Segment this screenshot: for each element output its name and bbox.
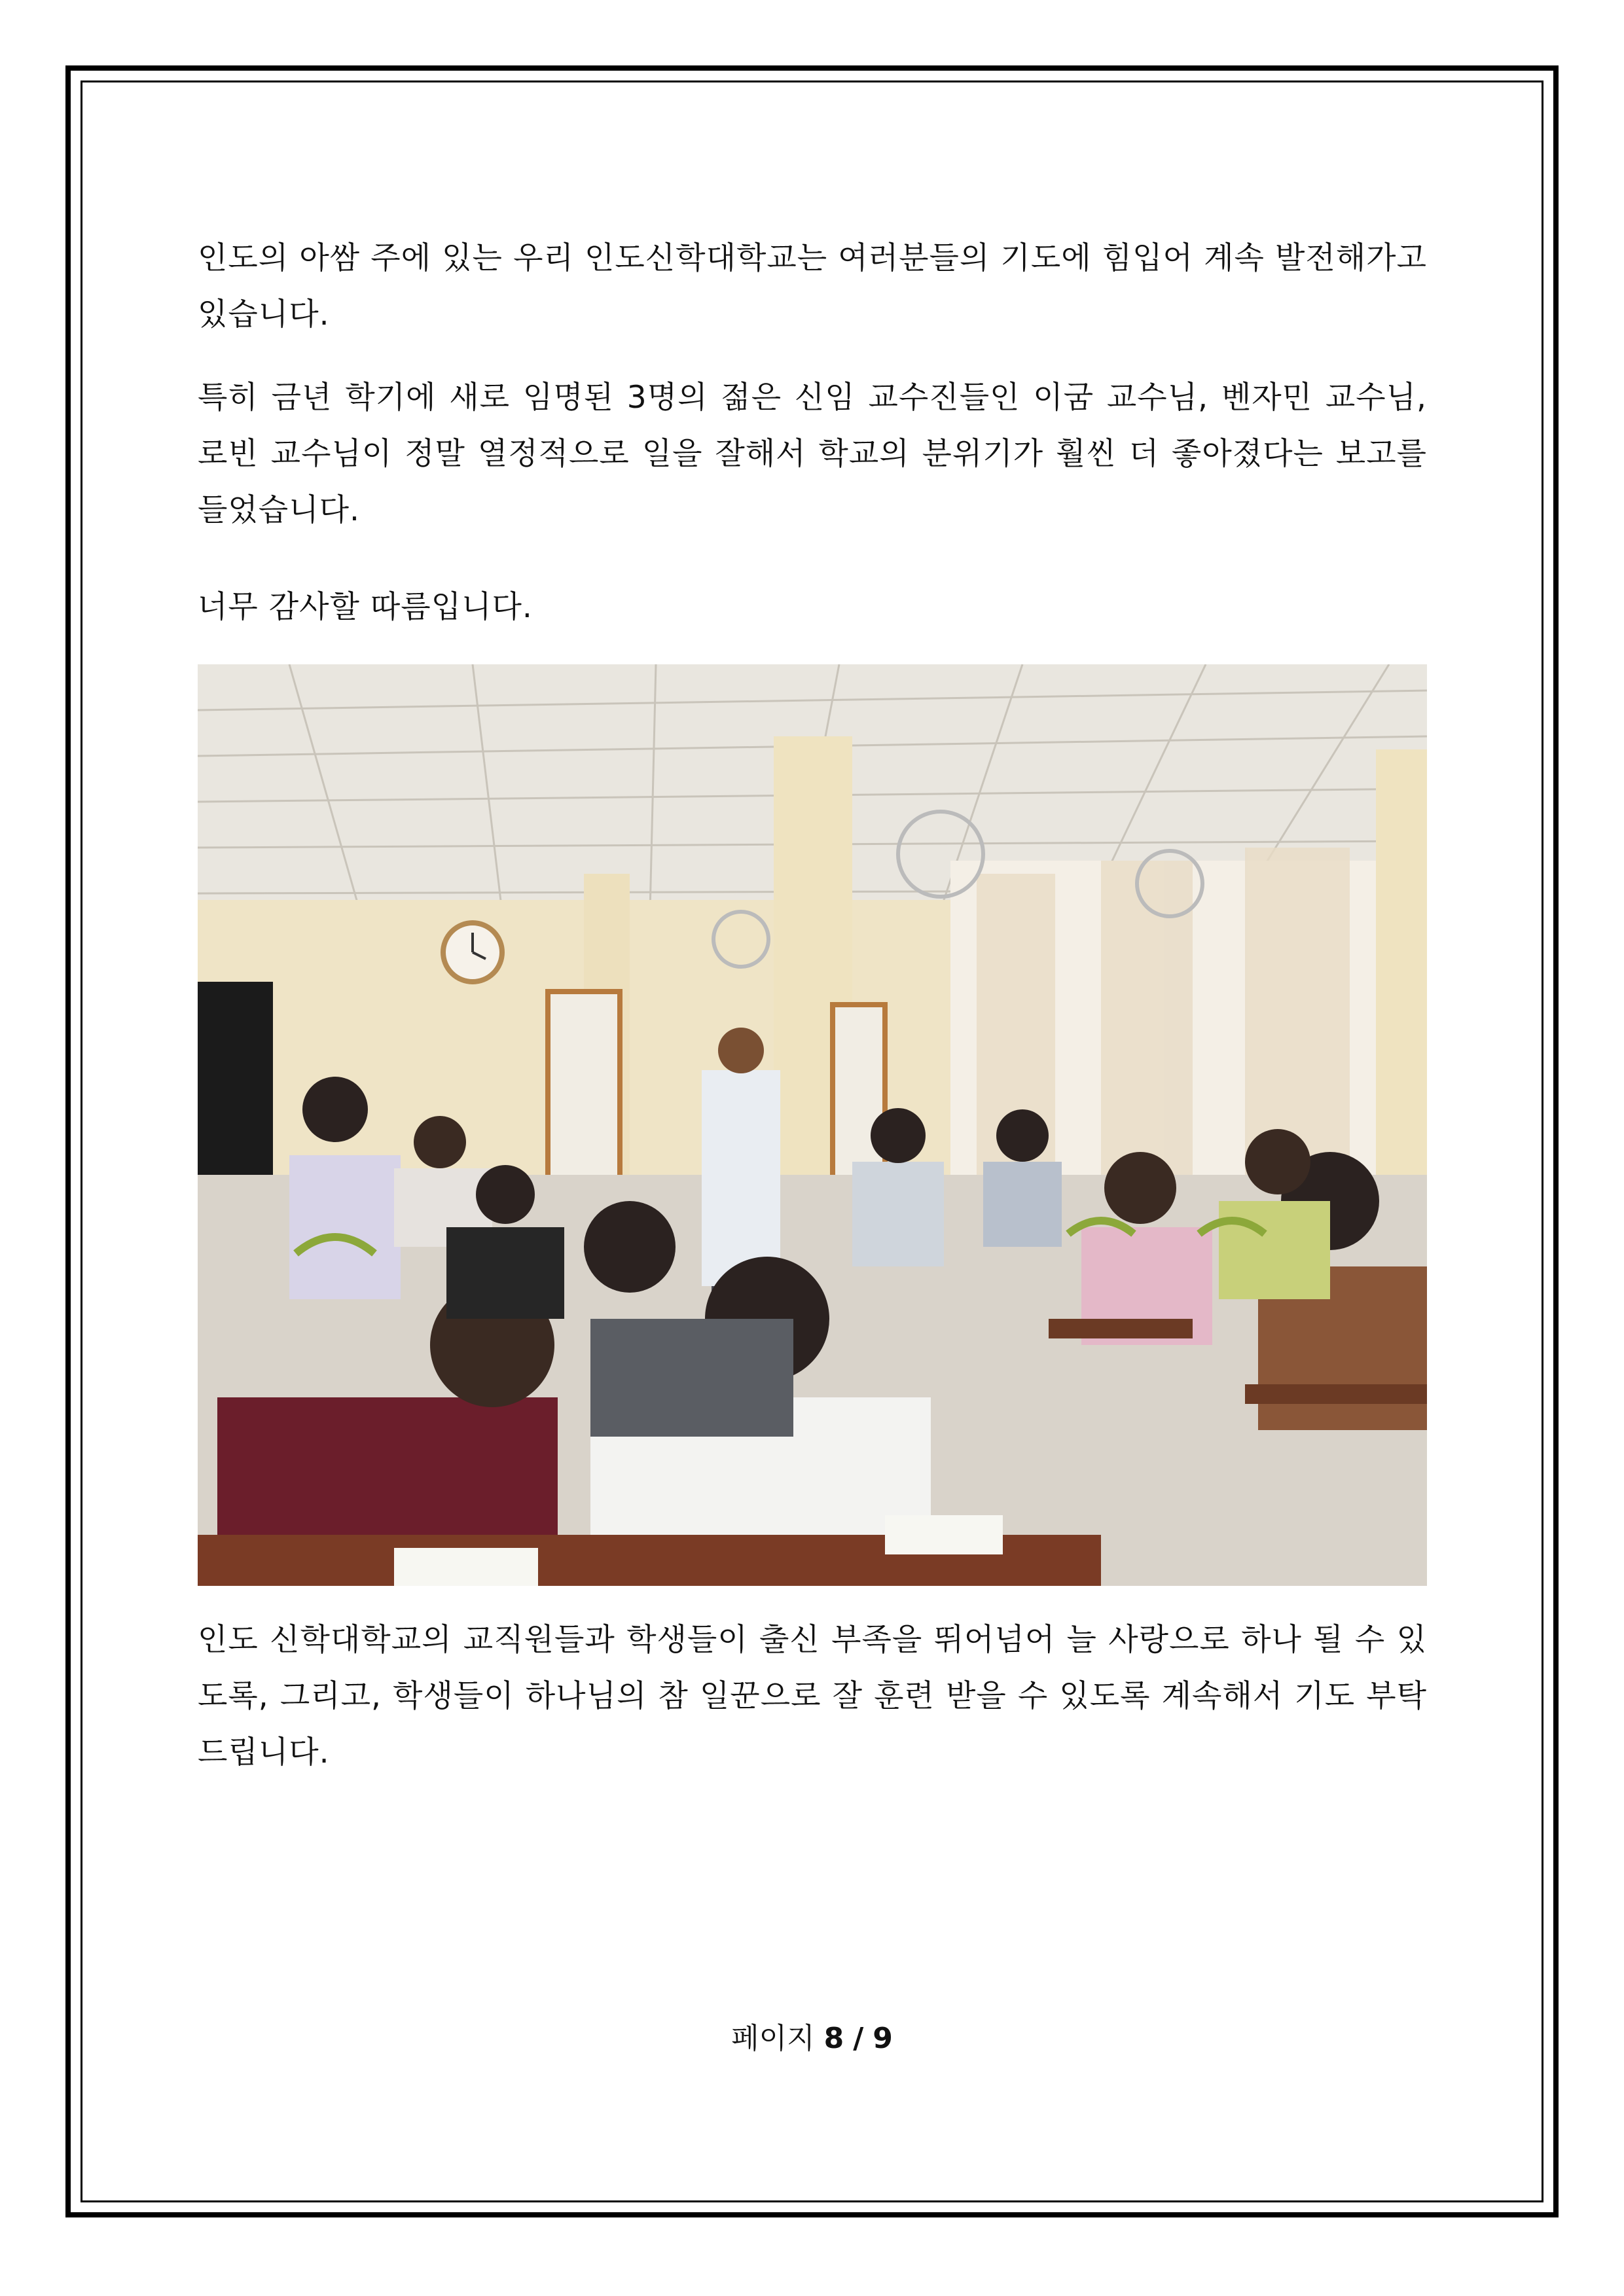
classroom-photo-illustration bbox=[198, 664, 1427, 1586]
paragraph-thanks: 너무 감사할 따름입니다. bbox=[198, 589, 533, 625]
page-label: 페이지 bbox=[731, 2022, 815, 2055]
classroom-photo bbox=[198, 664, 1427, 1586]
paragraph-intro: 인도의 아쌈 주에 있는 우리 인도신학대학교는 여러분들의 기도에 힘입어 계속 발전해가고 있습니다. bbox=[198, 240, 1427, 332]
page-separator: / bbox=[853, 2022, 864, 2055]
paragraph-new-faculty: 특히 금년 학기에 새로 임명된 3명의 젊은 신임 교수진들인 이굼 교수님, 벤자민 교수님, 로빈 교수님이 정말 열정적으로 일을 잘해서 학교의 분위기가 훨씬 더 좋아졌다는 보고를 들었습니다. bbox=[198, 380, 1427, 528]
page-footer bbox=[0, 2019, 1624, 2058]
page-current: 8 bbox=[823, 2022, 844, 2055]
page-total: 9 bbox=[873, 2022, 893, 2055]
paragraph-prayer-request: 인도 신학대학교의 교직원들과 학생들이 출신 부족을 뛰어넘어 늘 사랑으로 하나 될 수 있도록, 그리고, 학생들이 하나님의 참 일꾼으로 잘 훈련 받을 수 있도록 계속해서 기도 부탁드립니다. bbox=[198, 1622, 1427, 1770]
